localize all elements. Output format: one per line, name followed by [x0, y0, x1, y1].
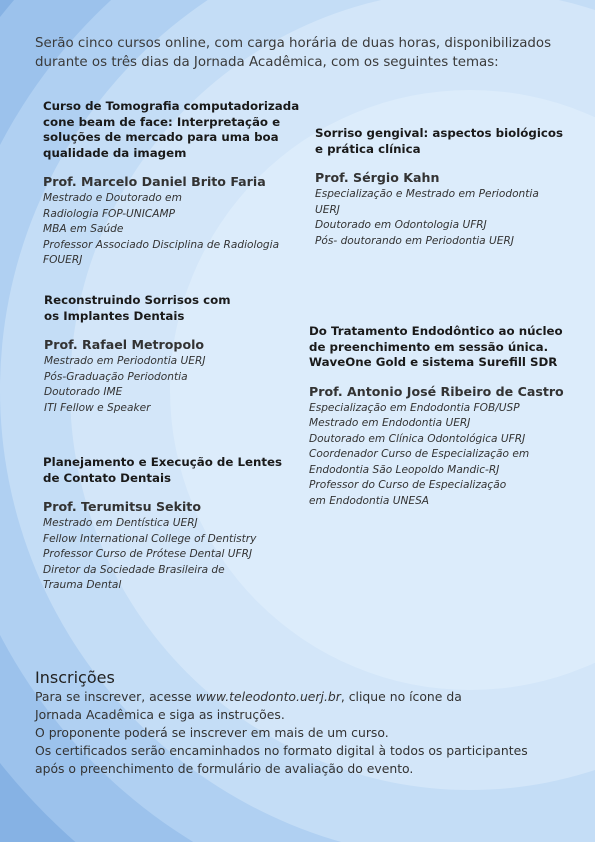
- credential: Radiologia FOP-UNICAMP: [43, 207, 175, 220]
- credential: Pós- doutorando em Periodontia UERJ: [315, 234, 514, 247]
- credentials-list: [44, 354, 294, 416]
- credential: MBA em Saúde: [43, 223, 124, 236]
- credential: Pós-Graduação Periodontia: [44, 370, 188, 383]
- credential: Diretor da Sociedade Brasileira de: [43, 563, 225, 576]
- credential: Professor Curso de Prótese Dental UFRJ: [43, 548, 253, 561]
- credentials-list: [309, 401, 579, 510]
- intro-text: Serão cinco cursos online, com carga horária de duas horas, disponibilizados durante os três dias da Jornada Acadêmica, com os seguintes temas:: [35, 36, 552, 70]
- course-title: Reconstruindo Sorrisos com os Implantes Dentais: [44, 293, 231, 323]
- credential: Trauma Dental: [43, 579, 122, 592]
- credentials-list: [43, 516, 303, 594]
- professor-name: Prof. Marcelo Daniel Brito Faria: [43, 174, 266, 189]
- credential: Endodontia São Leopoldo Mandic-RJ: [309, 463, 500, 476]
- inscricoes-line: Jornada Acadêmica e siga as instruções.: [35, 707, 285, 722]
- inscricoes-section: [35, 668, 585, 778]
- professor-name: Prof. Sérgio Kahn: [315, 170, 440, 185]
- credential: Especialização em Endodontia FOB/USP: [309, 401, 520, 414]
- inscricoes-line: Os certificados serão encaminhados no formato digital à todos os participantes: [35, 743, 528, 758]
- professor-name: Prof. Antonio José Ribeiro de Castro: [309, 383, 564, 399]
- course-endodontia: [309, 324, 579, 510]
- credential: Professor Associado Disciplina de Radiologia: [43, 238, 280, 251]
- inscricoes-heading: Inscrições: [35, 668, 115, 687]
- course-title: Planejamento e Execução de Lentes de Contato Dentais: [43, 455, 283, 485]
- credential: Mestrado e Doutorado em: [43, 192, 182, 204]
- inscricoes-line: Para se inscrever, acesse www.teleodonto.uerj.br, clique no ícone da: [35, 689, 462, 704]
- course-lentes-contato: [43, 455, 303, 594]
- course-title: Sorriso gengival: aspectos biológicos e prática clínica: [315, 126, 564, 156]
- professor-name: Prof. Rafael Metropolo: [44, 337, 205, 352]
- credential: ITI Fellow e Speaker: [44, 401, 151, 414]
- inscricoes-line: após o preenchimento de formulário de avaliação do evento.: [35, 761, 414, 776]
- credential: Especialização e Mestrado em Periodontia: [315, 188, 539, 200]
- credential: Doutorado IME: [44, 386, 123, 399]
- inscricoes-line: O proponente poderá se inscrever em mais de um curso.: [35, 725, 389, 740]
- credential: em Endodontia UNESA: [309, 495, 430, 508]
- credential: Fellow International College of Dentistry: [43, 532, 257, 545]
- credential: Mestrado em Endodontia UERJ: [309, 417, 471, 430]
- course-title: Curso de Tomografia computadorizada cone beam de face: Interpretação e soluções de mercado para uma boa qualidade da imagem: [43, 99, 300, 160]
- website-link[interactable]: www.teleodonto.uerj.br: [195, 689, 341, 704]
- credentials-list: [43, 191, 303, 269]
- course-title: Do Tratamento Endodôntico ao núcleo de preenchimento em sessão única. WaveOne Gold e sistema Surefill SDR: [309, 324, 563, 369]
- credential: Doutorado em Odontologia UFRJ: [315, 219, 487, 232]
- credential: FOUERJ: [43, 254, 83, 267]
- credential: Coordenador Curso de Especialização em: [309, 448, 530, 461]
- course-sorriso-gengival: [315, 126, 575, 249]
- credential: Mestrado em Dentística UERJ: [43, 517, 198, 529]
- credential: Professor do Curso de Especialização: [309, 479, 507, 492]
- credentials-list: [315, 187, 575, 249]
- credential: Doutorado em Clínica Odontológica UFRJ: [309, 432, 526, 445]
- course-implantes: [44, 293, 294, 416]
- credential: Mestrado em Periodontia UERJ: [44, 355, 206, 367]
- professor-name: Prof. Terumitsu Sekito: [43, 499, 201, 514]
- credential: UERJ: [315, 203, 340, 216]
- course-tomografia: [43, 99, 303, 269]
